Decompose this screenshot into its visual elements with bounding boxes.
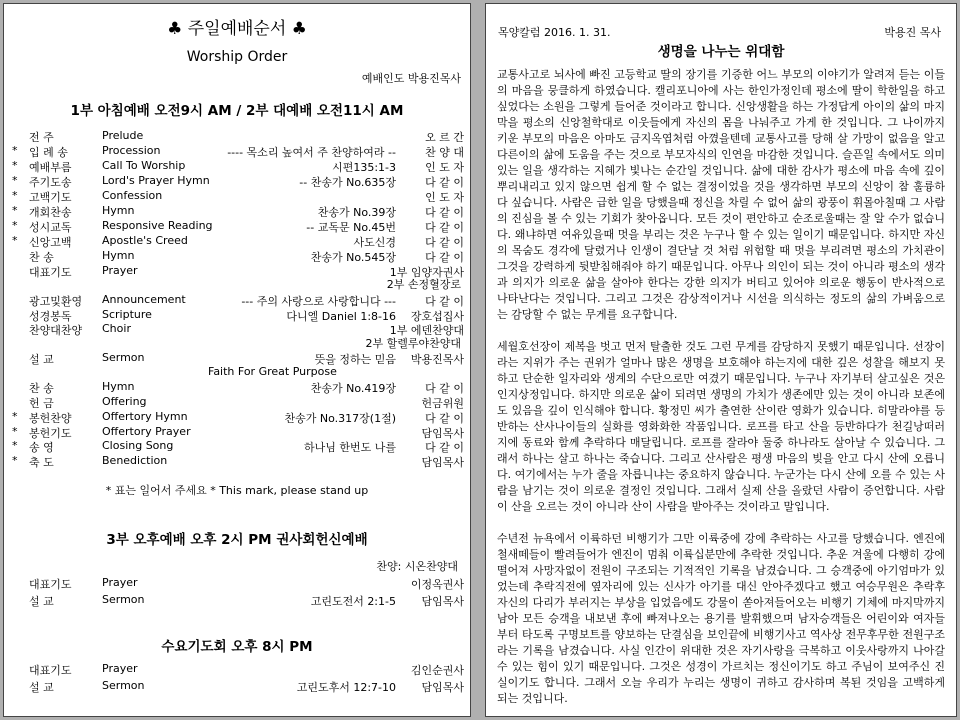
order-leader: 담임목사 — [421, 681, 464, 694]
order-row — [12, 189, 464, 204]
column-date: 목양칼럼 2016. 1. 31. — [498, 26, 611, 39]
order-item-kr: 성경봉독 — [29, 310, 72, 323]
order-leader: 찬 양 대 — [425, 146, 464, 159]
order-leader: 다 같 이 — [425, 441, 464, 454]
order-detail: -- 교독문 No.45번 — [306, 221, 396, 234]
order-mark: * — [12, 454, 18, 467]
order-row — [12, 204, 464, 219]
order-row — [12, 293, 464, 308]
order-row — [12, 174, 464, 189]
order-leader: 다 같 이 — [425, 412, 464, 425]
order-detail: 찬송가 No.419장 — [310, 382, 396, 395]
order-mark: * — [12, 439, 18, 452]
order-detail: 찬송가 No.545장 — [310, 251, 396, 264]
morning-service-heading: 1부 아침예배 오전9시 AM / 2부 대예배 오전11시 AM — [70, 103, 404, 119]
order-detail: 하나님 한번도 나를 — [303, 441, 396, 454]
order-item-kr: 대표기도 — [29, 664, 72, 677]
order-item-kr: 광고및환영 — [29, 295, 83, 308]
order-item-kr: 신앙고백 — [29, 236, 72, 249]
order-item-en: Hymn — [102, 249, 135, 262]
order-item-kr: 찬 송 — [29, 382, 54, 395]
column-body — [497, 67, 945, 717]
order-item-en: Confession — [102, 189, 163, 202]
order-item-en: Hymn — [102, 204, 135, 217]
order-detail: 사도신경 — [353, 236, 396, 249]
order-item-en: Apostle's Creed — [102, 234, 188, 247]
order-detail: ---- 목소리 높여서 주 찬양하여라 -- — [227, 146, 396, 159]
order-item-kr: 주기도송 — [29, 176, 72, 189]
order-item-kr: 입 례 송 — [29, 146, 68, 159]
order-leader: 인 도 자 — [425, 161, 464, 174]
order-row — [12, 159, 464, 174]
order-item-kr: 고백기도 — [29, 191, 72, 204]
prayer-second-service: 2부 손정혈장로 — [386, 278, 461, 291]
order-item-kr: 설 교 — [29, 681, 54, 694]
order-row — [12, 234, 464, 249]
afternoon-row — [12, 576, 464, 591]
order-item-kr: 예배부름 — [29, 161, 72, 174]
order-mark: * — [12, 219, 18, 232]
order-item-kr: 전 주 — [29, 131, 54, 144]
order-item-kr: 송 영 — [29, 441, 54, 454]
order-item-en: Closing Song — [102, 439, 174, 452]
order-row — [12, 395, 464, 410]
order-leader: 다 같 이 — [425, 176, 464, 189]
order-row — [12, 144, 464, 159]
bulletin-title: ♣ 주일예배순서 ♣ — [167, 19, 307, 39]
order-item-en: Offertory Prayer — [102, 425, 191, 438]
order-item-kr: 대표기도 — [29, 266, 72, 279]
order-item-en: Sermon — [102, 593, 145, 606]
order-item-en: Sermon — [102, 351, 145, 364]
order-item-kr: 찬양대찬양 — [29, 324, 83, 337]
wednesday-service-heading: 수요기도회 오후 8시 PM — [161, 639, 313, 655]
order-row — [12, 454, 464, 469]
order-detail: 찬송가 No.39장 — [317, 206, 396, 219]
order-row — [12, 410, 464, 425]
order-leader: 담임목사 — [421, 427, 464, 440]
order-item-kr: 설 교 — [29, 353, 54, 366]
order-item-kr: 봉헌찬양 — [29, 412, 72, 425]
order-mark: * — [12, 410, 18, 423]
order-detail: 시편135:1-3 — [332, 161, 396, 174]
column-author: 박용진 목사 — [884, 26, 941, 39]
order-item-kr: 봉헌기도 — [29, 427, 72, 440]
order-leader: 김인순권사 — [410, 664, 464, 677]
order-row — [12, 219, 464, 234]
column-paragraph: 교통사고로 뇌사에 빠진 고등학교 딸의 장기를 기증한 어느 부모의 이야기가 알려져 듣는 이들의 마음을 뭉클하게 하였습니다. 캘리포니아에 사는 한인가정인데 평소에 딸이 학한일을 하고 싶었다는 소원을 그렇게 들어준 것이라고 합니다. 신앙생활을 하는 가정답게 아이의 삶의 마지막을 평소의 신앙철학대로 이웃들에게 자신의 몸을 나눠주고 가게 한 것입니다. 그 나이까지 키운 부모의 마음은 아마도 금지옥엽처럼 아꼈을텐데 교통사고를 당해 살 가망이 없음을 알고 다른이의 삶에 도움을 주는 것으로 부모자식의 인연을 마감한 것입니다. 슬픈일 속에서도 의미있는 일을 생각하는 지혜가 빛나는 순간일 것입니다. 삶에 대한 감사가 평소에 마음 속에 깊이 뿌리내리고 있지 않으면 쉽게 할 수 없는 결정이었을 것을 생각하면 부모의 신앙이 참 훌륭하다 싶습니다. 사람은 급한 일을 당했을때 정신을 차릴 수 없어 삶의 광풍이 휘몰아칠때 그 사람의 진심을 볼 수 있는 기회가 찾아옵니다. 모든 것이 편안하고 순조로울때는 잘 알 수가 없습니다. 왜냐하면 여유있을때 멋을 부리는 것은 누구나 할 수 있는 일이기 때문입니다. 하지만 자신의 목숨도 경각에 달렸거나 인생이 결단날 것 처럼 위험할 때 멋을 부리려면 평소의 가치관이 그것을 강력하게 뒷받침해줘야 하기 때문입니다. 아무나 의인이 되는 것이 아니라 평소의 생각과 의지가 의로운 삶을 살아야 한다는 강한 의지가 버티고 있어야 의로운 행동이 반사적으로 나타난다는 것입니다. 그리고 그것은 감상적이거나 시선을 의식하는 정도의 삶의 가벼움으로는 감당할 수 없는 무게를 요구합니다. — [497, 68, 945, 321]
order-leader: 다 같 이 — [425, 236, 464, 249]
order-item-kr: 대표기도 — [29, 578, 72, 591]
order-row — [12, 249, 464, 264]
column-title: 생명을 나누는 위대함 — [657, 44, 785, 60]
order-detail: 찬송가 No.317장(1절) — [284, 412, 396, 425]
choir-second-service: 2부 할렐루야찬양대 — [365, 337, 461, 350]
order-leader: 다 같 이 — [425, 382, 464, 395]
order-detail: --- 주의 사랑으로 사랑합니다 --- — [241, 295, 396, 308]
order-item-en: Lord's Prayer Hymn — [102, 174, 210, 187]
order-item-en: Benediction — [102, 454, 168, 467]
order-leader: 오 르 간 — [425, 131, 464, 144]
order-leader: 박용진목사 — [410, 353, 464, 366]
order-item-kr: 헌 금 — [29, 397, 54, 410]
order-mark: * — [12, 174, 18, 187]
afternoon-service-heading: 3부 오후예배 오후 2시 PM 권사회헌신예배 — [106, 532, 368, 548]
order-item-en: Prayer — [102, 576, 138, 589]
order-mark: * — [12, 234, 18, 247]
order-detail: 뜻을 정하는 믿음 — [314, 353, 396, 366]
order-row — [12, 380, 464, 395]
afternoon-row — [12, 593, 464, 608]
order-leader: 다 같 이 — [425, 206, 464, 219]
order-item-kr: 찬 송 — [29, 251, 54, 264]
order-row — [12, 308, 464, 323]
order-item-en: Responsive Reading — [102, 219, 213, 232]
order-leader: 다 같 이 — [425, 295, 464, 308]
order-item-en: Announcement — [102, 293, 186, 306]
order-row — [12, 439, 464, 454]
order-item-kr: 축 도 — [29, 456, 54, 469]
order-mark: * — [12, 159, 18, 172]
sermon-title-en: Faith For Great Purpose — [208, 365, 337, 378]
order-leader: 인 도 자 — [425, 191, 464, 204]
standup-note: * 표는 일어서 주세요 * This mark, please stand up — [105, 484, 369, 497]
order-leader: 장호섭집사 — [410, 310, 464, 323]
order-item-en: Prayer — [102, 264, 138, 277]
order-detail: 고린도전서 2:1-5 — [310, 595, 396, 608]
order-mark: * — [12, 144, 18, 157]
order-item-en: Prayer — [102, 662, 138, 675]
worship-leader: 예배인도 박용진목사 — [361, 72, 461, 85]
order-leader: 담임목사 — [421, 456, 464, 469]
column-paragraph: 수년전 뉴욕에서 이륙하던 비행기가 그만 이륙중에 강에 추락하는 사고를 당했습니다. 엔진에 철새떼들이 빨려들어가 엔진이 멈춰 이륙십분만에 추락한 것입니다. 추운 겨울에 다행히 강에 떨어져 사망자없이 전원이 구조되는 기적적인 기록을 남겼습니다. 그 승객중에 아기엄마가 있었는데 추락직전에 옆자리에 있는 신사가 아기를 대신 안아주겠다고 했고 여승무원은 추락후 자신의 다리가 부러지는 부상을 입었음에도 강물이 쏟아져들어오는 비행기 기체에 마지막까지 남아 모든 승객을 내보낸 후에 빠져나오는 용기를 발휘했으며 남자승객들은 어린이와 여자들부터 타도록 구명보트를 양보하는 단결심을 보인끝에 비행기사고 역사상 전무후무한 전원구조라는 기록을 남겼습니다. 사실 인간이 위대한 것은 자기사랑을 극복하고 이웃사랑까지 나아갈 수 있는 힘이 있기 때문입니다. 그것은 성경이 가르치는 정신이기도 하고 주님이 보여주신 진실이기도 합니다. 그래서 오늘 우리가 누리는 생명이 귀하고 감사하며 복된 것임을 고백하게 되는 것입니다. — [497, 532, 945, 705]
order-leader: 헌금위원 — [421, 397, 464, 410]
bulletin-page — [3, 3, 471, 717]
order-row — [12, 351, 464, 366]
order-leader: 1부 임양자권사 — [389, 266, 464, 279]
order-item-en: Sermon — [102, 679, 145, 692]
order-item-en: Offering — [102, 395, 147, 408]
order-item-kr: 설 교 — [29, 595, 54, 608]
order-item-en: Call To Worship — [102, 159, 186, 172]
order-detail: 다니엘 Daniel 1:8-16 — [286, 310, 396, 323]
order-leader: 1부 에덴찬양대 — [389, 324, 464, 337]
order-item-en: Prelude — [102, 129, 144, 142]
order-detail: -- 찬송가 No.635장 — [299, 176, 396, 189]
column-paragraph: 세월호선장이 제복을 벗고 먼저 탈출한 것도 그런 무게를 감당하지 못했기 때문입니다. 선장이라는 지위가 주는 권위가 얼마나 많은 생명을 보호해야 하는지에 대한 깊은 성찰을 해보지 못하고 단순한 일자리와 생계의 수단으로만 여겼기 때문입니다. 누구나 자기부터 살고싶은 것은 인지상정입니다. 하지만 의로운 삶이 되려면 생명의 가치가 생존에만 있는 것이 아니라 보존에도 있음을 깊이 인식해야 합니다. 황정민 씨가 출연한 산이란 영화가 있습니다. 히말라야를 등반하는 산사나이들의 실화를 영화화한 작품입니다. 로프를 타고 산을 등반하다가 천길낭떠러지에 동료와 함께 추락하다 매달립니다. 로프를 잘라야 둘중 하나라도 살아날 수 있습니다. 그래서 하나는 살고 하나는 죽습니다. 그리고 산사람은 평생 마음의 빚을 안고 다시 산에 오릅니다. 여기에서는 누가 줄을 자릅니냐는 중요하지 않습니다. 누군가는 다시 산에 오를 수 있는 사람을 남기는 것이 의로운 결정인 것입니다. 그래서 실제 산을 올랐던 사람이 증언합니다. 사람이 산을 오르는 것이 아니라 산이 사람을 받아주는 것이라고 말입니다. — [497, 340, 945, 513]
order-mark: * — [12, 189, 18, 202]
order-item-en: Scripture — [102, 308, 152, 321]
wednesday-row — [12, 662, 464, 677]
order-row — [12, 129, 464, 144]
afternoon-choir: 찬양: 시온찬양대 — [376, 560, 458, 573]
order-item-en: Hymn — [102, 380, 135, 393]
column-page — [485, 3, 957, 717]
order-item-kr: 성시교독 — [29, 221, 72, 234]
order-detail: 고린도후서 12:7-10 — [296, 681, 396, 694]
wednesday-row — [12, 679, 464, 694]
order-leader: 다 같 이 — [425, 251, 464, 264]
order-item-en: Procession — [102, 144, 161, 157]
order-item-en: Choir — [102, 322, 131, 335]
order-mark: * — [12, 204, 18, 217]
order-leader: 다 같 이 — [425, 221, 464, 234]
bulletin-title-en: Worship Order — [186, 49, 288, 65]
order-item-en: Offertory Hymn — [102, 410, 188, 423]
order-row — [12, 425, 464, 440]
order-leader: 이정옥권사 — [410, 578, 464, 591]
order-mark: * — [12, 425, 18, 438]
order-leader: 담임목사 — [421, 595, 464, 608]
order-item-kr: 개회찬송 — [29, 206, 72, 219]
